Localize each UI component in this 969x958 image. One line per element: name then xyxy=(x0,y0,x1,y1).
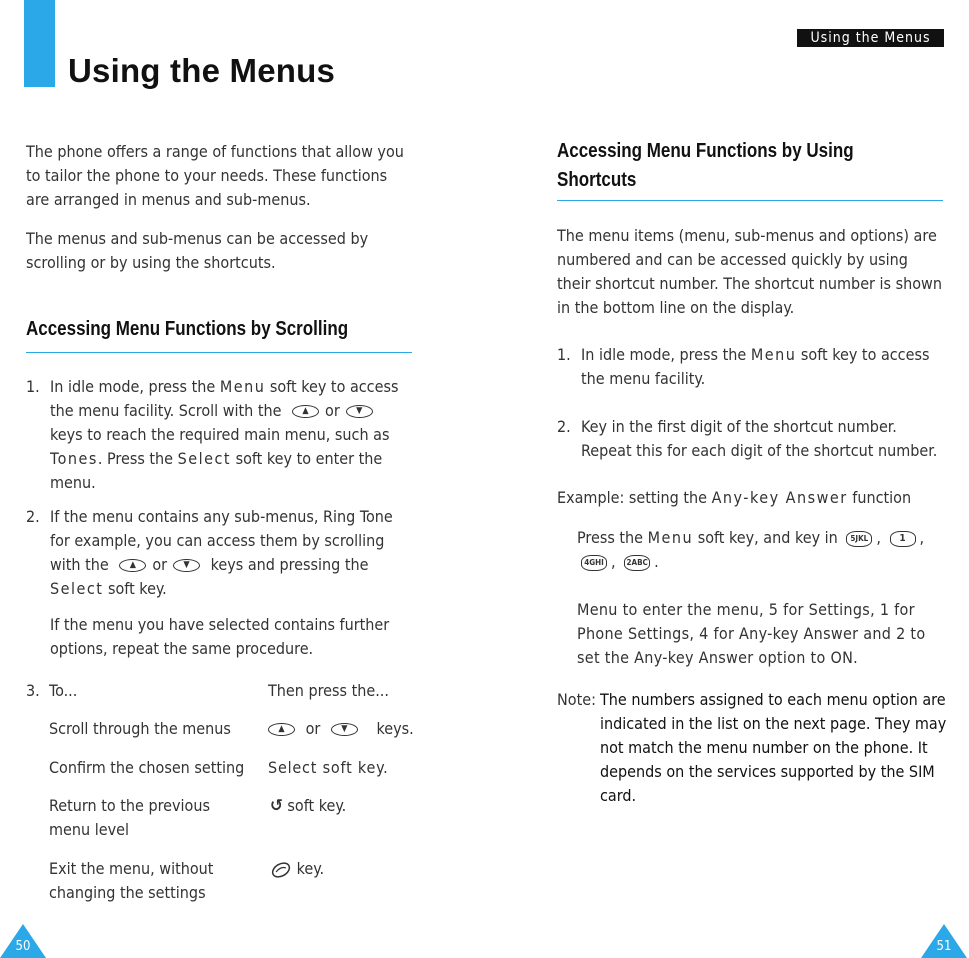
step-2-extra: If the menu you have selected contains further options, repeat the same procedure. xyxy=(50,615,390,658)
table-row-return-press: ↺ soft key. xyxy=(270,796,347,816)
intro-paragraph-1: The phone offers a range of functions that allow you to tailor the phone to your needs. These functions are arranged in menus and sub-menus. xyxy=(26,142,404,209)
table-row-exit-action: Exit the menu, without changing the settings xyxy=(49,859,214,902)
step-2: 2. If the menu contains any sub-menus, Ring Tone for example, you can access them by scrolling with the ▲ or ▼ keys and pressing the Select soft key. xyxy=(26,507,393,598)
note-text: The numbers assigned to each menu option are indicated in the list on the next page. They may not match the menu number on the phone. It depends on the services supported by the SIM card. xyxy=(600,690,947,805)
section-title-shortcuts: Accessing Menu Functions by Using Shortcuts xyxy=(557,140,854,191)
page-number-left: 50 xyxy=(0,924,46,958)
key-5-icon: 5JKL xyxy=(846,531,872,547)
scroll-steps xyxy=(26,375,411,661)
section-rule-right xyxy=(557,200,943,201)
shortcut-step-1: 1. In idle mode, press the Menu soft key to access the menu facility. xyxy=(557,345,930,388)
table-row-confirm-action: Confirm the chosen setting xyxy=(49,758,245,777)
end-key-icon xyxy=(270,862,292,878)
step-1: 1. In idle mode, press the Menu soft key to access the menu facility. Scroll with the ▲ or ▼ keys to reach the required main menu, such as Tones. Press the Select soft key to enter the menu. xyxy=(26,377,399,492)
table-header-press: Then press the... xyxy=(268,681,389,700)
table-row-scroll-keys: ▲ or ▼ keys. xyxy=(262,717,414,741)
back-arrow-icon: ↺ xyxy=(270,796,283,816)
page-number-right: 51 xyxy=(921,924,967,958)
down-key-icon: ▼ xyxy=(173,559,200,572)
table-row-scroll-action: Scroll through the menus xyxy=(49,719,231,738)
up-key-icon: ▲ xyxy=(292,405,319,418)
running-head: Using the Menus xyxy=(797,29,944,47)
up-key-icon: ▲ xyxy=(119,559,146,572)
table-header-to: To... xyxy=(49,681,78,700)
shortcut-step-2: 2. Key in the first digit of the shortcut number. Repeat this for each digit of the shortcut number. xyxy=(557,417,938,460)
note xyxy=(557,688,947,808)
shortcut-steps xyxy=(557,343,942,463)
down-key-icon: ▼ xyxy=(346,405,373,418)
key-1-icon: 1 xyxy=(890,531,916,547)
example-press: Press the Menu soft key, and key in 5JKL , 1 , 4GHI , 2ABC . xyxy=(577,528,925,571)
note-label: Note: xyxy=(557,690,596,709)
example-explanation: Menu to enter the menu, 5 for Settings, 1 for Phone Settings, 4 for Any-key Answer and 2 to set the Any-key Answer option to ON. xyxy=(577,600,926,667)
down-key-icon: ▼ xyxy=(331,723,358,736)
title-accent-bar xyxy=(24,0,55,87)
example-line: Example: setting the Any-key Answer function xyxy=(557,488,912,507)
table-row-exit-press: key. xyxy=(270,857,324,881)
table-row-confirm-press: Select soft key. xyxy=(268,758,389,777)
shortcuts-intro: The menu items (menu, sub-menus and options) are numbered and can be accessed quickly by using their shortcut number. The shortcut number is shown in the bottom line on the display. xyxy=(557,226,942,317)
table-row-return-action: Return to the previous menu level xyxy=(49,796,210,839)
up-key-icon: ▲ xyxy=(268,723,295,736)
section-rule-left xyxy=(26,352,412,353)
step-3-number: 3. xyxy=(26,681,40,700)
key-4-icon: 4GHI xyxy=(581,555,607,571)
page-title: Using the Menus xyxy=(68,52,336,89)
key-2-icon: 2ABC xyxy=(624,555,650,571)
section-title-scrolling: Accessing Menu Functions by Scrolling xyxy=(26,318,349,340)
intro-paragraph-2: The menus and sub-menus can be accessed by scrolling or by using the shortcuts. xyxy=(26,229,369,272)
